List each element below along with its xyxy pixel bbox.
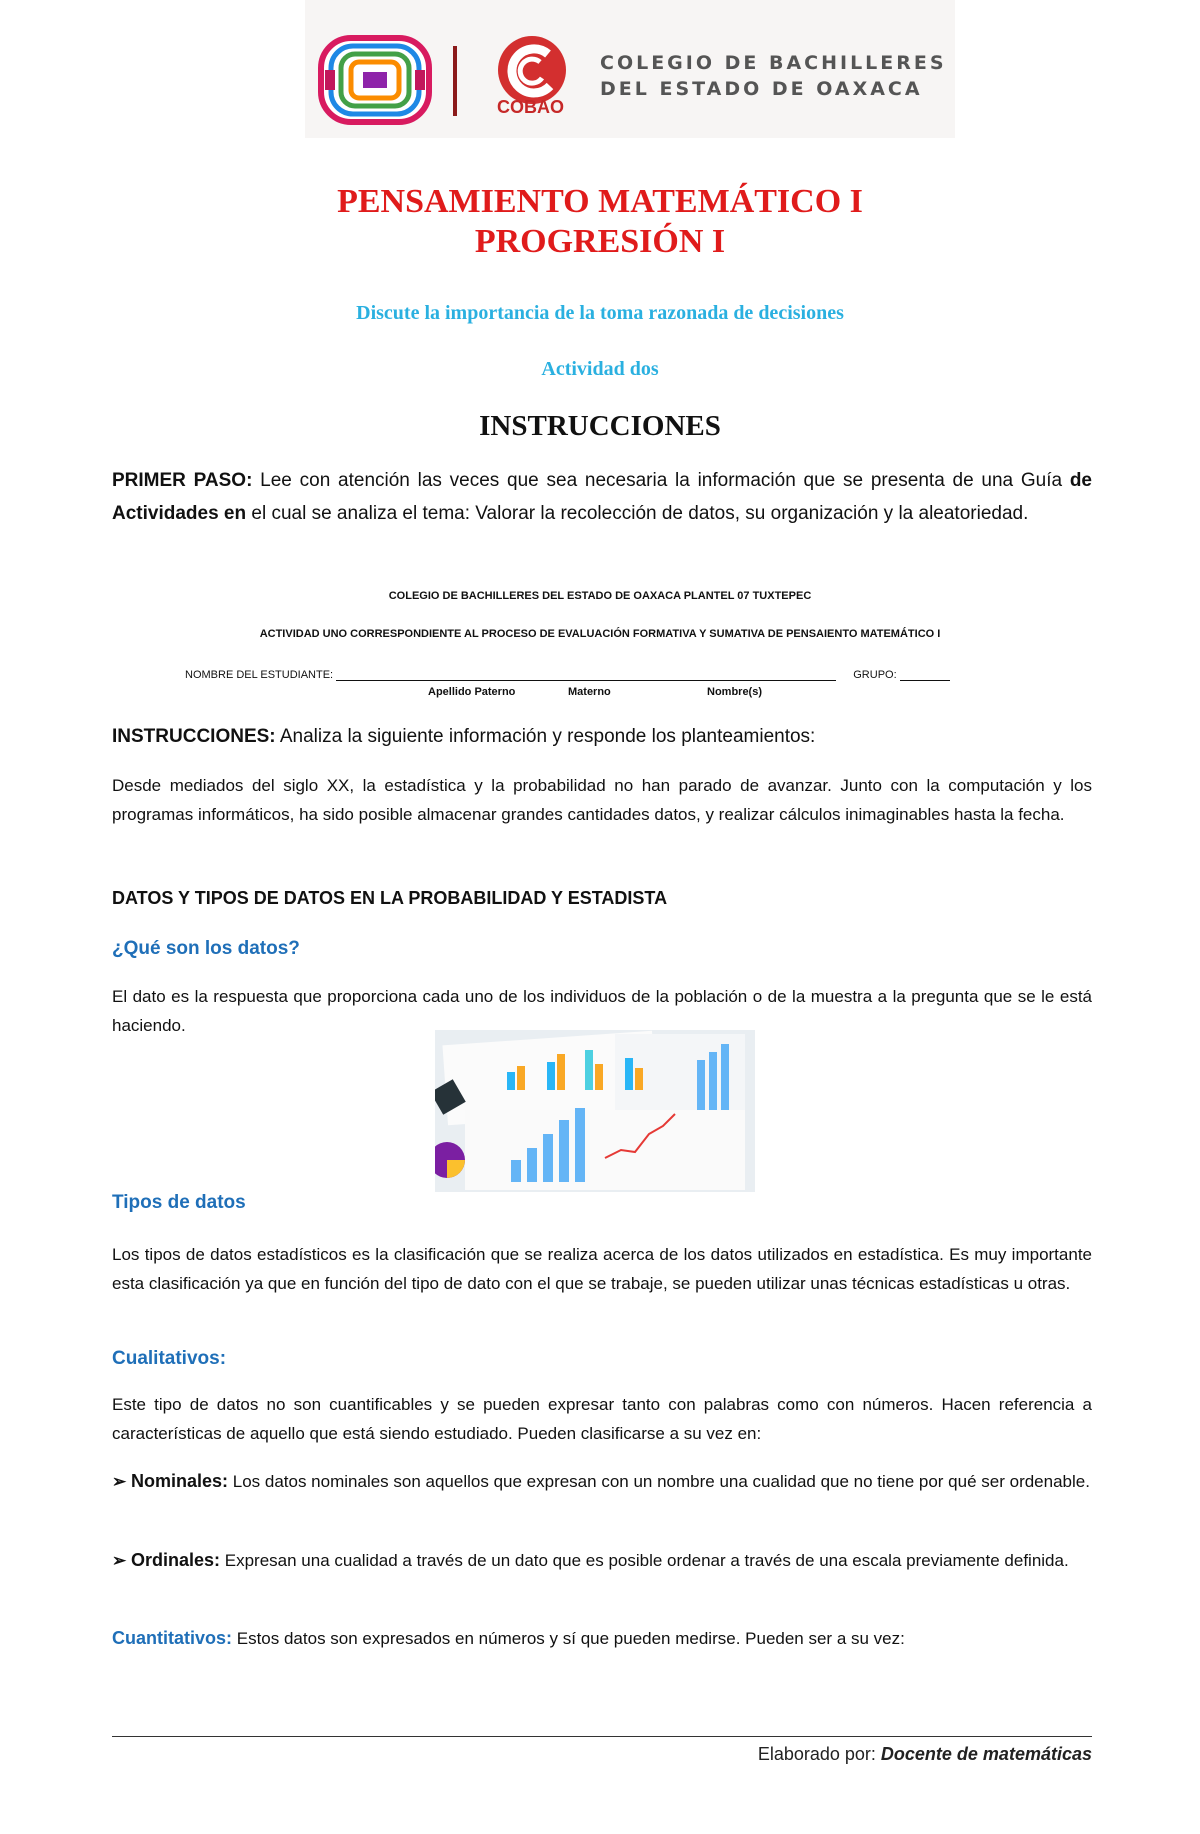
data-types-paragraph: Los tipos de datos estadísticos es la clasificación que se realiza acerca de los datos utilizados en estadística. Es muy importante esta clasificación ya que en función del tipo de dato con el que se trabaje, se pueden utilizar unas técnicas estadísticas u otras. — [112, 1245, 1092, 1293]
institution-name — [600, 50, 947, 102]
quantitative-paragraph — [112, 1624, 1092, 1653]
first-step-bold: de Actividades en — [112, 470, 1093, 524]
name-part-materno: Materno — [568, 686, 611, 698]
subtitle: Discute la importancia de la toma razonada de decisiones — [356, 302, 844, 324]
school-line: COLEGIO DE BACHILLERES DEL ESTADO DE OAXACA PLANTEL 07 TUXTEPEC — [388, 590, 812, 602]
first-step-text-b: el cual se analiza el tema: Valorar la recolección de datos, su organización y la aleatoriedad. — [246, 503, 1029, 524]
title-line-2: PROGRESIÓN I — [474, 223, 726, 260]
bullet-arrow-icon: ➢ — [112, 1551, 127, 1570]
instructions-label: INSTRUCCIONES: — [112, 726, 276, 747]
bullet-arrow-icon: ➢ — [112, 1472, 127, 1491]
what-is-data-heading: ¿Qué son los datos? — [112, 938, 300, 959]
footer-divider — [112, 1736, 1092, 1737]
data-types-heading: Tipos de datos — [112, 1192, 246, 1213]
first-step-paragraph — [112, 464, 1092, 530]
nominal-bullet — [112, 1467, 1092, 1496]
what-is-data-paragraph: El dato es la respuesta que proporciona cada uno de los individuos de la población o de la muestra a la pregunta que se le está haciendo. — [112, 987, 1092, 1035]
qualitative-heading: Cualitativos: — [112, 1348, 227, 1369]
student-label: NOMBRE DEL ESTUDIANTE: — [185, 669, 334, 681]
section-heading: DATOS Y TIPOS DE DATOS EN LA PROBABILIDAD Y ESTADISTA — [112, 888, 668, 908]
ordinal-text: Expresan una cualidad a través de un dato que es posible ordenar a través de una escala previamente definida. — [220, 1551, 1069, 1570]
group-blank[interactable] — [900, 680, 950, 681]
quantitative-text: Estos datos son expresados en números y sí que pueden medirse. Pueden ser a su vez: — [232, 1629, 905, 1648]
institution-line-2: DEL ESTADO DE OAXACA — [600, 78, 923, 100]
activity-label: Actividad dos — [541, 358, 659, 380]
page-title — [0, 182, 1200, 262]
ordinal-bullet — [112, 1546, 1092, 1575]
name-part-paterno: Apellido Paterno — [428, 686, 516, 698]
charts-photo — [435, 1030, 755, 1192]
instructions-paragraph — [112, 720, 1092, 753]
title-line-1: PENSAMIENTO MATEMÁTICO I — [337, 183, 863, 220]
instructions-text: Analiza la siguiente información y responde los planteamientos: — [275, 726, 816, 747]
quantitative-label: Cuantitativos: — [112, 1628, 233, 1648]
first-step-text-a: Lee con atención las veces que sea necesaria la información que se presenta de una Guía — [252, 470, 1070, 491]
header-divider — [453, 46, 457, 116]
footer-prefix: Elaborado por: — [757, 1744, 881, 1764]
qualitative-paragraph: Este tipo de datos no son cuantificables y se pueden expresar tanto con palabras como con números. Hacen referencia a características de aquello que está siendo estudiado. Pueden clasificarse a su vez en: — [112, 1395, 1092, 1443]
activity-line: ACTIVIDAD UNO CORRESPONDIENTE AL PROCESO DE EVALUACIÓN FORMATIVA Y SUMATIVA DE PENSAIENTO MATEMÁTICO I — [259, 628, 941, 640]
instructions-heading: INSTRUCCIONES — [479, 410, 721, 442]
student-name-row — [185, 669, 950, 681]
institution-line-1: COLEGIO DE BACHILLERES — [600, 52, 947, 74]
group-label: GRUPO: — [853, 669, 897, 681]
ordinal-label: Ordinales: — [130, 1550, 221, 1570]
intro-paragraph: Desde mediados del siglo XX, la estadística y la probabilidad no han parado de avanzar. Junto con la computación y los programas informáticos, ha sido posible almacenar grandes cantidades datos, y realizar cálculos inimaginables hasta la fecha. — [112, 776, 1092, 824]
nominal-label: Nominales: — [130, 1471, 229, 1491]
first-step-label: PRIMER PASO: — [112, 470, 253, 491]
nominal-text: Los datos nominales son aquellos que expresan con un nombre una cualidad que no tiene por qué ser ordenable. — [228, 1472, 1090, 1491]
footer-author: Docente de matemáticas — [880, 1744, 1092, 1764]
student-name-blank[interactable] — [336, 680, 836, 681]
footer — [758, 1744, 1092, 1765]
oaxaca-government-logo — [315, 32, 435, 128]
name-part-nombre: Nombre(s) — [707, 686, 763, 698]
cobao-logo-text: COBAO — [497, 97, 564, 117]
